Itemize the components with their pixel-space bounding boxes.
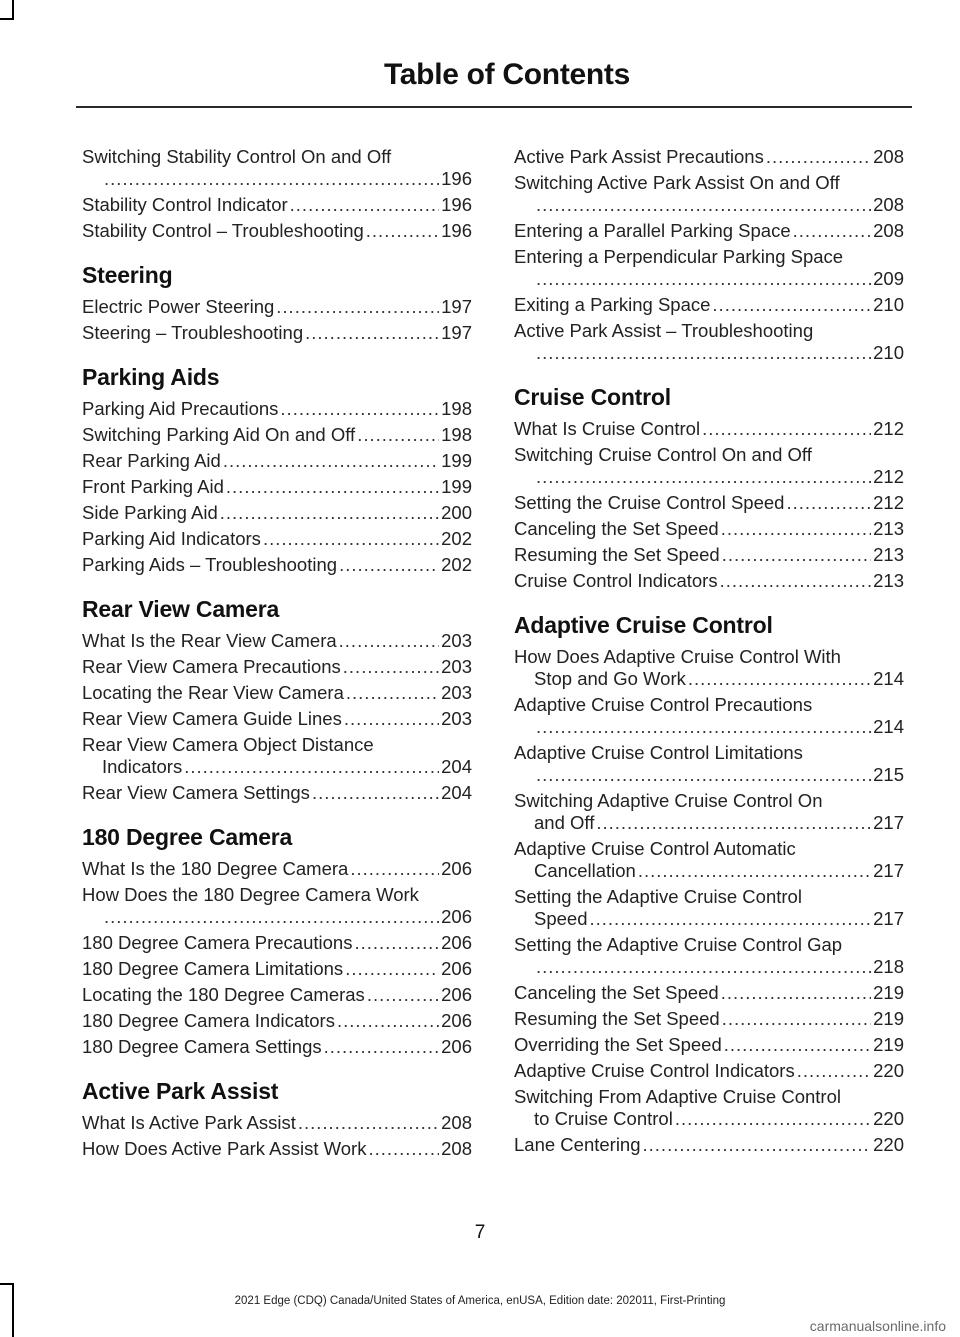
dot-leader xyxy=(345,958,439,980)
toc-right-column xyxy=(514,146,904,1160)
toc-entry[interactable] xyxy=(82,398,472,420)
toc-page-number: 199 xyxy=(441,450,472,471)
toc-entry[interactable] xyxy=(82,782,472,804)
toc-page-number: 206 xyxy=(441,958,472,979)
dot-leader xyxy=(305,322,439,344)
toc-entry[interactable] xyxy=(514,1060,904,1082)
toc-page-number: 220 xyxy=(873,1108,904,1129)
toc-entry[interactable] xyxy=(514,246,904,290)
toc-entry[interactable] xyxy=(82,1138,472,1160)
toc-entry[interactable] xyxy=(82,858,472,880)
toc-entry-title: 180 Degree Camera Precautions xyxy=(82,932,353,953)
toc-left-column xyxy=(82,146,472,1164)
page-title: Table of Contents xyxy=(383,58,630,91)
dot-leader xyxy=(797,1060,871,1082)
toc-entry-title: Rear Parking Aid xyxy=(82,450,221,471)
toc-entry[interactable] xyxy=(82,194,472,216)
dot-leader xyxy=(720,570,872,592)
dot-leader xyxy=(220,502,439,524)
toc-entry[interactable] xyxy=(82,656,472,678)
toc-entry[interactable] xyxy=(514,418,904,440)
toc-entry-title: Front Parking Aid xyxy=(82,476,224,497)
toc-entry-title: What Is Active Park Assist xyxy=(82,1112,296,1133)
dot-leader xyxy=(536,764,871,786)
toc-entry[interactable] xyxy=(82,630,472,652)
toc-page-number: 206 xyxy=(441,984,472,1005)
toc-page-number: 204 xyxy=(441,756,472,777)
toc-page-number: 220 xyxy=(873,1134,904,1155)
toc-entry-title: Switching From Adaptive Cruise Control xyxy=(514,1086,841,1107)
dot-leader xyxy=(104,906,439,928)
dot-leader xyxy=(536,342,871,364)
toc-entry-title: Switching Adaptive Cruise Control On xyxy=(514,790,823,811)
dot-leader xyxy=(786,492,871,514)
toc-entry-title: Rear View Camera Guide Lines xyxy=(82,708,342,729)
toc-entry-title: Parking Aid Indicators xyxy=(82,528,261,549)
toc-entry[interactable] xyxy=(82,884,472,928)
toc-entry-title: What Is the Rear View Camera xyxy=(82,630,337,651)
toc-entry[interactable] xyxy=(82,146,472,190)
dot-leader xyxy=(536,716,871,738)
toc-entry[interactable] xyxy=(82,424,472,446)
toc-entry-title: Canceling the Set Speed xyxy=(514,982,719,1003)
toc-entry[interactable] xyxy=(82,984,472,1006)
toc-page-number: 203 xyxy=(441,708,472,729)
toc-page-number: 204 xyxy=(441,782,472,803)
dot-leader xyxy=(298,1112,439,1134)
toc-page-number: 208 xyxy=(873,220,904,241)
toc-entry[interactable] xyxy=(514,886,904,930)
dot-leader xyxy=(536,956,871,978)
toc-page-number: 212 xyxy=(873,418,904,439)
toc-entry[interactable] xyxy=(514,518,904,540)
toc-entry-title: Setting the Adaptive Cruise Control xyxy=(514,886,802,907)
section-heading: Active Park Assist xyxy=(82,1078,279,1104)
toc-page-number: 210 xyxy=(873,294,904,315)
dot-leader xyxy=(339,630,439,652)
toc-page-number: 219 xyxy=(873,1008,904,1029)
toc-page-number: 213 xyxy=(873,518,904,539)
toc-entry-title-continued: to Cruise Control xyxy=(534,1108,673,1129)
dot-leader xyxy=(104,168,439,190)
toc-entry[interactable] xyxy=(514,742,904,786)
toc-page-number: 198 xyxy=(441,424,472,445)
toc-entry[interactable] xyxy=(82,554,472,576)
dot-leader xyxy=(638,860,871,882)
toc-entry-title: Adaptive Cruise Control Indicators xyxy=(514,1060,795,1081)
toc-entry[interactable] xyxy=(514,146,904,168)
toc-entry-title: Switching Cruise Control On and Off xyxy=(514,444,812,465)
toc-entry-title: What Is Cruise Control xyxy=(514,418,701,439)
dot-leader xyxy=(596,812,871,834)
toc-entry[interactable] xyxy=(514,694,904,738)
dot-leader xyxy=(184,756,439,778)
toc-entry-title: Steering – Troubleshooting xyxy=(82,322,304,343)
toc-entry[interactable] xyxy=(82,734,472,778)
toc-page-number: 208 xyxy=(441,1138,472,1159)
toc-entry-title: Adaptive Cruise Control Limitations xyxy=(514,742,803,763)
toc-page-number: 208 xyxy=(441,1112,472,1133)
edition-info: 2021 Edge (CDQ) Canada/United States of America, enUSA, Edition date: 202011, First-Printing xyxy=(234,1295,726,1307)
section-heading: Adaptive Cruise Control xyxy=(514,612,773,638)
toc-page-number: 206 xyxy=(441,1010,472,1031)
dot-leader xyxy=(590,908,872,930)
toc-page-number: 208 xyxy=(873,194,904,215)
toc-entry-title: Entering a Parallel Parking Space xyxy=(514,220,791,241)
dot-leader xyxy=(793,220,871,242)
toc-entry-title: Entering a Perpendicular Parking Space xyxy=(514,246,844,267)
toc-entry-title: Locating the 180 Degree Cameras xyxy=(82,984,365,1005)
toc-page-number: 220 xyxy=(873,1060,904,1081)
toc-entry-title: Resuming the Set Speed xyxy=(514,544,720,565)
toc-entry[interactable] xyxy=(82,502,472,524)
toc-page-number: 203 xyxy=(441,656,472,677)
toc-page-number: 196 xyxy=(441,220,472,241)
toc-entry-title-continued: Indicators xyxy=(102,756,183,777)
dot-leader xyxy=(312,782,439,804)
toc-entry[interactable] xyxy=(514,492,904,514)
dot-leader xyxy=(357,424,439,446)
toc-page-number: 203 xyxy=(441,630,472,651)
dot-leader xyxy=(536,268,871,290)
toc-entry-title: Overriding the Set Speed xyxy=(514,1034,722,1055)
dot-leader xyxy=(346,682,439,704)
section-heading: Parking Aids xyxy=(82,364,220,390)
toc-page-number: 213 xyxy=(873,570,904,591)
section-heading: Cruise Control xyxy=(514,384,671,410)
dot-leader xyxy=(367,984,439,1006)
toc-entry[interactable] xyxy=(82,1036,472,1058)
dot-leader xyxy=(350,858,439,880)
toc-page-number: 202 xyxy=(441,554,472,575)
toc-entry[interactable] xyxy=(514,294,904,316)
toc-page-number: 219 xyxy=(873,982,904,1003)
toc-entry-title: Rear View Camera Settings xyxy=(82,782,310,803)
toc-entry[interactable] xyxy=(82,296,472,318)
toc-entry-title: Active Park Assist – Troubleshooting xyxy=(514,320,814,341)
toc-entry-title: What Is the 180 Degree Camera xyxy=(82,858,349,879)
toc-entry-title: Active Park Assist Precautions xyxy=(514,146,764,167)
toc-page-number: 214 xyxy=(873,668,904,689)
toc-page-number: 197 xyxy=(441,296,472,317)
toc-entry[interactable] xyxy=(82,682,472,704)
crop-mark-bottom-left-horizontal xyxy=(0,1283,14,1285)
dot-leader xyxy=(643,1134,872,1156)
toc-entry-title: Exiting a Parking Space xyxy=(514,294,711,315)
toc-entry-title: Adaptive Cruise Control Precautions xyxy=(514,694,813,715)
toc-entry[interactable] xyxy=(82,1010,472,1032)
toc-page-number: 219 xyxy=(873,1034,904,1055)
toc-page-number: 206 xyxy=(441,1036,472,1057)
toc-page-number: 196 xyxy=(441,194,472,215)
toc-entry-title-continued: and Off xyxy=(534,812,595,833)
toc-entry[interactable] xyxy=(514,1034,904,1056)
dot-leader xyxy=(368,1138,439,1160)
toc-entry[interactable] xyxy=(514,220,904,242)
toc-entry[interactable] xyxy=(82,958,472,980)
toc-page-number: 218 xyxy=(873,956,904,977)
toc-page-number: 215 xyxy=(873,764,904,785)
toc-entry[interactable] xyxy=(82,528,472,550)
toc-entry-title-continued: Cancellation xyxy=(534,860,636,881)
dot-leader xyxy=(280,398,439,420)
toc-page-number: 200 xyxy=(441,502,472,523)
crop-mark-bottom-left-vertical xyxy=(12,1285,14,1337)
toc-entry[interactable] xyxy=(82,932,472,954)
dot-leader xyxy=(722,544,871,566)
toc-page-number: 209 xyxy=(873,268,904,289)
toc-page-number: 203 xyxy=(441,682,472,703)
toc-entry-title: Stability Control Indicator xyxy=(82,194,288,215)
toc-entry-title: Rear View Camera Precautions xyxy=(82,656,341,677)
toc-entry-title: Locating the Rear View Camera xyxy=(82,682,344,703)
toc-page-number: 206 xyxy=(441,932,472,953)
toc-entry[interactable] xyxy=(514,1086,904,1130)
toc-page-number: 199 xyxy=(441,476,472,497)
header-divider xyxy=(76,106,912,108)
dot-leader xyxy=(339,554,439,576)
dot-leader xyxy=(536,194,871,216)
toc-entry-title: Switching Stability Control On and Off xyxy=(82,146,392,167)
toc-entry[interactable] xyxy=(514,838,904,882)
toc-entry-title: Stability Control – Troubleshooting xyxy=(82,220,364,241)
toc-entry-title: Adaptive Cruise Control Automatic xyxy=(514,838,796,859)
crop-mark-top-left-horizontal xyxy=(0,18,14,20)
dot-leader xyxy=(724,1034,871,1056)
toc-entry[interactable] xyxy=(82,220,472,242)
toc-entry[interactable] xyxy=(514,570,904,592)
dot-leader xyxy=(536,466,871,488)
toc-entry-title: Switching Parking Aid On and Off xyxy=(82,424,356,445)
dot-leader xyxy=(223,450,439,472)
toc-entry[interactable] xyxy=(514,544,904,566)
dot-leader xyxy=(721,518,871,540)
toc-page-number: 212 xyxy=(873,492,904,513)
toc-entry-title: 180 Degree Camera Settings xyxy=(82,1036,322,1057)
crop-mark-top-left-vertical xyxy=(12,0,14,20)
toc-page-number: 210 xyxy=(873,342,904,363)
toc-entry-title: Parking Aid Precautions xyxy=(82,398,279,419)
toc-entry-title: Rear View Camera Object Distance xyxy=(82,734,374,755)
toc-entry-title: 180 Degree Camera Limitations xyxy=(82,958,344,979)
toc-entry-title: Canceling the Set Speed xyxy=(514,518,719,539)
dot-leader xyxy=(343,656,439,678)
section-heading: Rear View Camera xyxy=(82,596,280,622)
toc-entry[interactable] xyxy=(82,476,472,498)
toc-page-number: 214 xyxy=(873,716,904,737)
toc-entry-title: Setting the Adaptive Cruise Control Gap xyxy=(514,934,843,955)
dot-leader xyxy=(354,932,439,954)
toc-entry[interactable] xyxy=(514,982,904,1004)
section-heading: Steering xyxy=(82,262,173,288)
toc-page-number: 217 xyxy=(873,812,904,833)
toc-entry-title: Side Parking Aid xyxy=(82,502,218,523)
toc-entry-title: Lane Centering xyxy=(514,1134,641,1155)
toc-entry-title-continued: Speed xyxy=(534,908,588,929)
toc-entry-title: How Does Adaptive Cruise Control With xyxy=(514,646,841,667)
dot-leader xyxy=(263,528,439,550)
dot-leader xyxy=(721,982,871,1004)
toc-entry-title-continued: Stop and Go Work xyxy=(534,668,686,689)
dot-leader xyxy=(688,668,871,690)
toc-entry-title: How Does the 180 Degree Camera Work xyxy=(82,884,419,905)
toc-page-number: 196 xyxy=(441,168,472,189)
toc-entry-title: 180 Degree Camera Indicators xyxy=(82,1010,335,1031)
dot-leader xyxy=(324,1036,440,1058)
dot-leader xyxy=(344,708,439,730)
watermark: carmanualsonline.info xyxy=(809,1318,946,1334)
toc-entry[interactable] xyxy=(514,1008,904,1030)
toc-entry[interactable] xyxy=(82,1112,472,1134)
toc-page-number: 208 xyxy=(873,146,904,167)
toc-page-number: 206 xyxy=(441,906,472,927)
dot-leader xyxy=(290,194,439,216)
toc-page-number: 213 xyxy=(873,544,904,565)
dot-leader xyxy=(675,1108,871,1130)
dot-leader xyxy=(766,146,871,168)
toc-entry-title: Switching Active Park Assist On and Off xyxy=(514,172,840,193)
toc-entry-title: How Does Active Park Assist Work xyxy=(82,1138,367,1159)
toc-entry[interactable] xyxy=(514,934,904,978)
toc-entry-title: Electric Power Steering xyxy=(82,296,275,317)
dot-leader xyxy=(276,296,439,318)
dot-leader xyxy=(712,294,871,316)
toc-entry-title: Setting the Cruise Control Speed xyxy=(514,492,785,513)
section-heading: 180 Degree Camera xyxy=(82,824,293,850)
toc-entry[interactable] xyxy=(514,646,904,690)
toc-page-number: 198 xyxy=(441,398,472,419)
page-number: 7 xyxy=(474,1222,486,1243)
toc-entry[interactable] xyxy=(82,322,472,344)
dot-leader xyxy=(702,418,871,440)
toc-entry[interactable] xyxy=(514,320,904,364)
toc-entry-title: Parking Aids – Troubleshooting xyxy=(82,554,338,575)
toc-page-number: 197 xyxy=(441,322,472,343)
dot-leader xyxy=(722,1008,871,1030)
toc-page-number: 212 xyxy=(873,466,904,487)
toc-page-number: 206 xyxy=(441,858,472,879)
toc-page-number: 202 xyxy=(441,528,472,549)
toc-entry[interactable] xyxy=(514,790,904,834)
toc-page-number: 217 xyxy=(873,860,904,881)
toc-entry[interactable] xyxy=(514,172,904,216)
toc-entry-title: Resuming the Set Speed xyxy=(514,1008,720,1029)
toc-entry-title: Cruise Control Indicators xyxy=(514,570,718,591)
toc-entry[interactable] xyxy=(82,708,472,730)
dot-leader xyxy=(366,220,439,242)
toc-entry[interactable] xyxy=(82,450,472,472)
dot-leader xyxy=(337,1010,439,1032)
toc-entry[interactable] xyxy=(514,444,904,488)
dot-leader xyxy=(226,476,439,498)
toc-entry[interactable] xyxy=(514,1134,904,1156)
toc-page-number: 217 xyxy=(873,908,904,929)
